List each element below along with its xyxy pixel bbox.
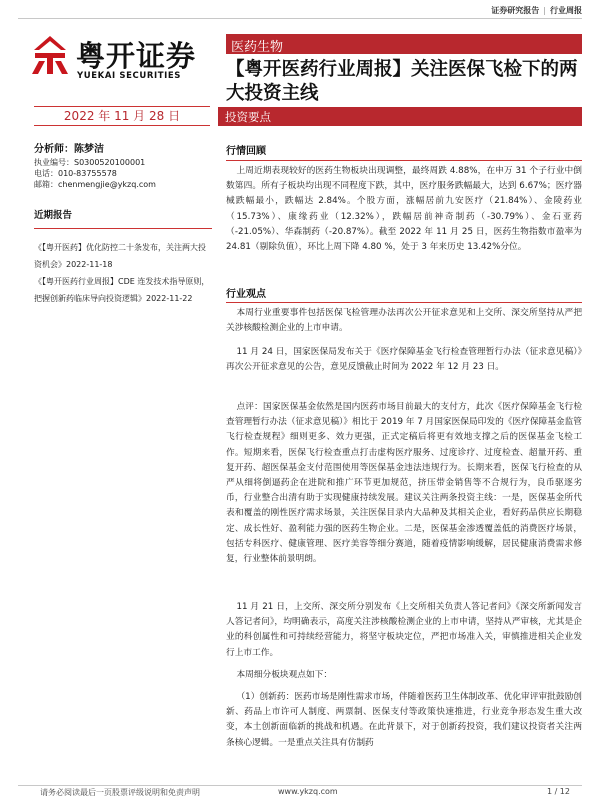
company-logo: [30, 34, 208, 86]
recent-report-item[interactable]: 《【粤开医药行业周报】CDE 连发技术指导原则，把握创新药临床导向投资逻辑》2022-11-22: [34, 277, 210, 303]
footer-divider: [18, 785, 582, 786]
logo-name-en: YUEKAI SECURITIES: [77, 71, 182, 81]
logo-name-cn: 粤开证券: [76, 39, 197, 73]
market-review-heading: 行情回顾: [226, 146, 266, 157]
industry-view-paragraph: 点评：国家医保基金依然是国内医药市场目前最大的支付方，此次《医疗保障基金飞行检查管理暂行办法（征求意见稿）》相比于 2019 年 7 月国家医保局印发的《医疗保障基金监管飞行检查规程》细则更多、效力更强，正式定稿后将更有效地支撑之后的医保基金飞检工作。短期来看，医保飞行检查重点打击虚构医疗服务、过度诊疗、过度检查、超量开药、重复开药、超医保基金支付范围使用等医保基金违法违规行为。长期来看，医保飞行检查的从严从细将倒逼药企在进院和推广环节更加规范，挤压带金销售等不合规行为，良币驱逐劣币，行业整合出清有助于实现健康持续发展。建议关注两条投资主线：一是，医保基金所代表和覆盖的刚性医疗需求场景，关注医保目录内大品种及其相关企业，看好药品供应长期稳定、成长性好、盈利能力强的医药生物企业。二是，医保基金渗透覆盖低的消费医疗场景，包括专科医疗、健康管理、医疗美容等细分赛道，随着疫情影响缓解，居民健康消费需求修复，行业整体前景明朗。: [226, 402, 582, 565]
analyst-email[interactable]: 邮箱：chenmengjie@ykzq.com: [34, 180, 156, 189]
industry-view-divider: [226, 302, 582, 303]
yuekai-logo-icon: [30, 34, 70, 76]
sidebar: [34, 140, 212, 307]
market-review-divider: [226, 160, 582, 161]
report-header: 证券研究报告 | 行业周报: [491, 6, 582, 15]
footer-website[interactable]: www.ykzq.com: [278, 787, 338, 796]
summary-label: 投资要点: [225, 110, 271, 124]
footer-disclaimer: 请务必阅读最后一页股票评级说明和免责声明: [40, 788, 200, 797]
header-divider: [18, 18, 582, 19]
summary-bar: [218, 107, 582, 126]
industry-view-heading: 行业观点: [226, 289, 266, 300]
industry-view-paragraph: （1）创新药：医药市场是刚性需求市场，伴随着医药卫生体制改革、优化审评审批鼓励创新、药品上市许可人制度、两票制、医保支付等政策快速推进，行业竞争形态发生重大改变，本土创新面临新的挑战和机遇。在此背景下，对于创新药投资，我们建议投资者关注两条核心逻辑。一是重点关注具有仿制药: [226, 692, 582, 748]
report-type: 证券研究报告: [491, 6, 540, 15]
industry-view-paragraph: 本周细分板块观点如下：: [236, 670, 332, 680]
sector-label: 医药生物: [231, 40, 284, 55]
report-date: 2022 年 11 月 28 日: [34, 106, 210, 126]
report-category: 行业周报: [550, 6, 582, 15]
recent-reports-list: [34, 239, 212, 307]
recent-reports-heading: 近期报告: [34, 210, 73, 221]
analyst-cert: 执业编号：S0300520100001: [34, 158, 146, 167]
recent-reports-divider: [34, 228, 212, 229]
market-review-paragraph: 上周近期表现较好的医药生物板块出现调整，最终周跌 4.88%，在申万 31 个子行业中倒数第四。所有子板块均出现不同程度下跌，其中，医疗服务跌幅最大，达到 6.67%；医疗器械跌幅最小，跌幅达 2.84%。个股方面，涨幅居前九安医疗（21.84%）、金陵药业（15.73%）、康缘药业（12.32%），跌幅居前神奇制药（-30.79%）、金石亚药（-21.05%）、华森制药（-20.87%）。截至 2022 年 11 月 25 日，医药生物指数市盈率为 24.81（剔除负值），环比上周下降 4.80 %，处于 3 年来历史 13.42%分位。: [226, 166, 582, 253]
analyst-phone: 电话：010-83755578: [34, 169, 117, 178]
sector-tag: [226, 34, 582, 54]
analyst-name: 分析师：陈梦洁: [34, 144, 104, 155]
industry-view-paragraph: 11 月 21 日，上交所、深交所分别发布《上交所相关负责人答记者问》《深交所新闻发言人答记者问》，均明确表示，高度关注涉核酸检测企业的上市申请，坚持从严审核，尤其是企业的科创属性和可持续经营能力，将坚守板块定位，严把市场准入关，审慎推进相关企业发行上市工作。: [226, 602, 582, 658]
industry-view-paragraph: 本周行业重要事件包括医保飞检管理办法再次公开征求意见和上交所、深交所坚持从严把关涉核酸检测企业的上市申请。: [226, 308, 582, 334]
page-number: 1 / 12: [546, 787, 570, 796]
industry-view-paragraph: 11 月 24 日，国家医保局发布关于《医疗保障基金飞行检查管理暂行办法（征求意见稿）》再次公开征求意见的公告，意见反馈截止时间为 2022 年 12 月 23 日。: [226, 347, 582, 373]
report-title: 【粤开医药行业周报】关注医保飞检下的两大投资主线: [226, 59, 578, 104]
recent-report-item[interactable]: 《【粤开医药】优化防控二十条发布，关注两大投资机会》2022-11-18: [34, 243, 206, 269]
